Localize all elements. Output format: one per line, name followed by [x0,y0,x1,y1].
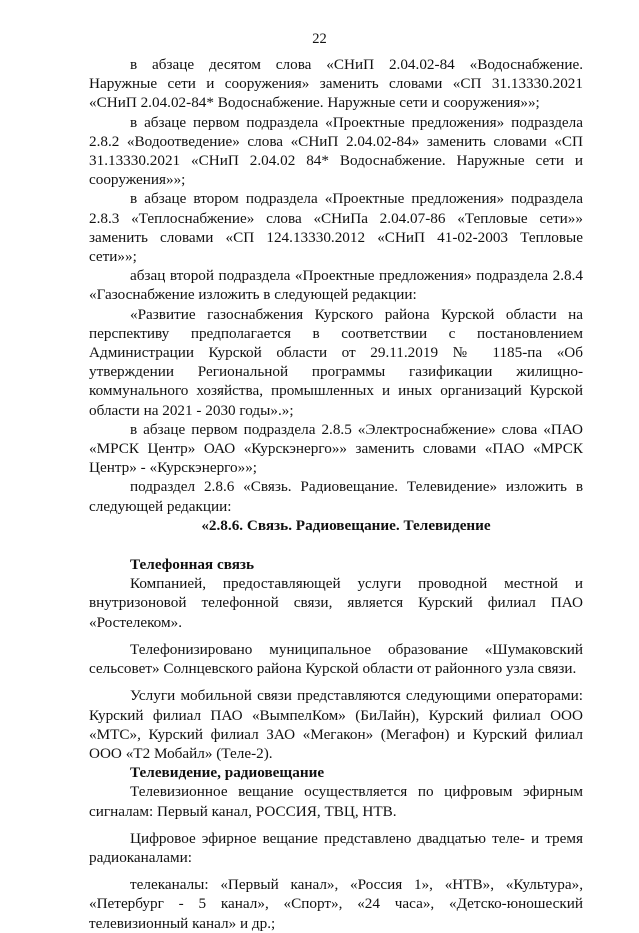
paragraph-drainage: в абзаце первом подраздела «Проектные предложения» подраздела 2.8.2 «Водоотведение» слова «СНиП 2.04.02-84» заменить словами «СП 31.13330.2021 «СНиП 2.04.02 84* Водоснабжение. Наружные сети и сооружения»»; [89,113,583,189]
heading-telephone: Телефонная связь [130,556,255,574]
section-title: «2.8.6. Связь. Радиовещание. Телевидение [201,516,491,534]
paragraph-power-supply: в абзаце первом подраздела 2.8.5 «Электроснабжение» слова «ПАО «МРСК Центр» ОАО «Курскэнерго»» заменить словами «ПАО «МРСК Центр» - «Курскэнерго»»; [89,420,583,477]
paragraph-communications: подраздел 2.8.6 «Связь. Радиовещание. Телевидение» изложить в следующей редакции: [89,478,583,515]
paragraph-mobile-operators: Услуги мобильной связи представляются следующими операторами: Курский филиал ПАО «ВымпелКом» (БиЛайн), Курский филиал ООО «МТС», Курский филиал ЗАО «Мегакон» (Мегафон) и Курский филиал ООО «Т2 Мобайл» (Теле-2). [89,687,583,762]
paragraph-gas-development: «Развитие газоснабжения Курского района Курской области на перспективу предполагается в соответствии с постановлением Администрации Курской области от 29.11.2019 № 1185-па «Об утверждении Региональной программы газификации жилищно-коммунального хозяйства, промышленных и иных организаций Курской области на 2021 - 2030 годы».»; [89,305,583,419]
paragraph-water-supply: в абзаце десятом слова «СНиП 2.04.02-84 «Водоснабжение. Наружные сети и сооружения» заменить словами «СП 31.13330.2021 «СНиП 2.04.02-84* Водоснабжение. Наружные сети и сооружения»»; [89,56,583,112]
paragraph-telephone-provider: Компанией, предоставляющей услуги проводной местной и внутризоновой телефонной связи, является Курский филиал ПАО «Ростелеком». [89,575,583,631]
spacer [89,678,583,686]
paragraph-heat-supply: в абзаце втором подраздела «Проектные предложения» подраздела 2.8.3 «Теплоснабжение» слова «СНиПа 2.04.07-86 «Тепловые сети»» заменить словами «СП 124.13330.2012 «СНиП 41-02-2003 Тепловые сети»»; [89,190,583,266]
document-body [89,55,583,933]
paragraph-telephone-coverage: Телефонизировано муниципальное образование «Шумаковский сельсовет» Солнцевского района Курской области от районного узла связи. [89,640,583,678]
paragraph-tv-channels: телеканалы: «Первый канал», «Россия 1», «НТВ», «Культура», «Петербург - 5 канал», «Спорт», «24 часа», «Детско-юношеский телевизионный канал» и др.; [89,876,583,932]
page-number: 22 [312,31,327,47]
spacer [89,632,583,640]
spacer [89,821,583,829]
spacer [89,867,583,875]
spacer [89,535,583,555]
paragraph-gas-supply: абзац второй подраздела «Проектные предложения» подраздела 2.8.4 «Газоснабжение изложить в следующей редакции: [89,267,583,304]
paragraph-tv-broadcast: Телевизионное вещание осуществляется по цифровым эфирным сигналам: Первый канал, РОССИЯ, ТВЦ, НТВ. [89,783,583,820]
paragraph-digital-broadcast: Цифровое эфирное вещание представлено двадцатью теле- и тремя радиоканалами: [89,829,583,866]
heading-tv-radio: Телевидение, радиовещание [130,764,325,782]
